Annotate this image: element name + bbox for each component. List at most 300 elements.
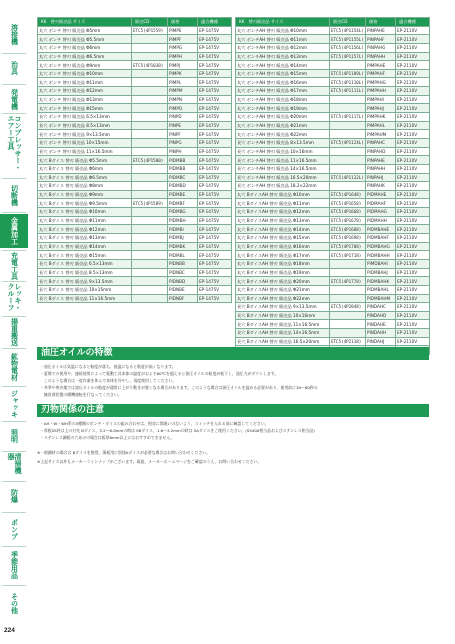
cell-name: 丸穴 Bダイス 替刃 販売品 Φ14mm [38,242,132,251]
cell-code: ETC5(4P1648) [330,190,366,199]
table-row [38,113,232,122]
oil-note-line: ・冬季や寒冷地では油圧オイルの粘度が通常に上がり動きが悪くなる場合があります。このような場合は油圧オイルを温める必要があり、使用前に30～60秒の [40,385,318,390]
cell-name: 丸穴 ボンチ 替刃 販売品 Φ9mm [38,61,132,70]
cell-model: PINPAHH [366,52,396,61]
cell-model: PIDMBK [168,242,198,251]
table-row [38,104,232,113]
cell-series: EP-2110V [396,164,430,173]
cell-series: EP-2110V [396,130,430,139]
cell-code [132,113,168,122]
cell-code: ETC5(4P1589) [132,199,168,208]
cell-series: EP-1475V [198,251,232,260]
cell-name: 丸穴 Bダイス 替刃 販売品 Φ13mm [38,234,132,243]
cell-model: PIMPAHH [366,87,396,96]
cell-series: EP-2110V [396,35,430,44]
cell-series: EP-2110V [396,156,430,165]
cell-code [330,121,366,130]
table-row [236,61,430,70]
sidebar-divider [2,178,26,179]
cell-code: ETC5(4P1580) [132,156,168,165]
sidebar-divider [2,451,26,452]
cell-name: 丸穴 ボンチAH 替刃 販売品 Φ18mm [236,95,330,104]
cell-code [132,130,168,139]
sidebar-tab[interactable]: コンプレッサー・エアー工具 [7,115,22,171]
cell-model: PIMPAHE [366,61,396,70]
oil-note-line: このような場合は一度作業を休んで本体を冷やし、再度使用してください。 [40,378,177,383]
sidebar-divider [2,84,26,85]
cell-model: PIMPAHJ [366,104,396,113]
table-row [236,199,430,208]
cell-series: EP-2110V [396,251,430,260]
cell-series: EP-2110V [396,303,430,312]
table-row [38,259,232,268]
cell-model: PINPD [168,113,198,122]
oil-note-line: ・夏場での使用や、連続使用によって電動工具本体の温度がおよそ60℃を超えると油圧オイルの粘度が低下し、油圧力がダウンします。 [40,371,279,376]
cell-name: 丸穴 ボンチ 替刃 販売品 Φ10mm [38,69,132,78]
cell-code [330,182,366,191]
cell-series: EP-2110V [396,104,430,113]
cell-series: EP-1475V [198,277,232,286]
cell-model: PINPAHE [366,156,396,165]
cell-model: PINPAHG [366,43,396,52]
cell-model: PIMPO [168,104,198,113]
cell-model: PINPF [168,130,198,139]
table-header-row [236,18,430,27]
cell-model: PIDMBH [168,216,198,225]
cell-code [132,294,168,303]
table-row [236,26,430,35]
cell-code [132,164,168,173]
cell-code: ETC5(4P2048) [330,303,366,312]
cell-code [330,164,366,173]
cell-series: EP-1475V [198,164,232,173]
cell-series: EP-2110V [396,208,430,217]
cell-name: 丸穴 Bダイス 替刃 販売品 Φ11mm [38,216,132,225]
cell-name: 丸穴 ボンチAH 替刃 販売品 Φ22mm [236,130,330,139]
cell-model: PINDAHE [366,320,396,329]
sidebar-tab[interactable]: 照明 [10,429,19,443]
table-row [236,156,430,165]
cell-series: EP-2110V [396,69,430,78]
cell-series: EP-1475V [198,113,232,122]
cell-name: 丸穴 BダイスAH 替刃 販売品 Φ21mm [236,285,330,294]
cell-name: 丸穴 ボンチ 替刃 販売品 Φ5mm [38,26,132,35]
cell-name: 丸穴 BダイスAH 替刃 販売品 Φ10mm [236,190,330,199]
table-row [38,138,232,147]
cell-series: EP-2110V [396,138,430,147]
cell-model: PIDMBI [168,225,198,234]
cell-series: EP-1475V [198,121,232,130]
cell-code [132,173,168,182]
cell-code: ETC5(4P1698) [330,234,366,243]
cell-model: PIMPAHG [366,78,396,87]
cell-code [330,311,366,320]
cell-name: 丸穴 ボンチ 替刃 販売品 Φ12mm [38,87,132,96]
cell-series: EP-2110V [396,216,430,225]
cell-name: 丸穴 ボンチAH 替刃 販売品 Φ11mm [236,35,330,44]
cell-series: EP-2110V [396,320,430,329]
sidebar-tab[interactable]: 鉱物電材 [10,353,19,381]
cell-series: EP-1475V [198,52,232,61]
sidebar-tab[interactable]: 溶接機 [10,23,19,45]
table-row [38,147,232,156]
cell-model: PIMPAHK [366,113,396,122]
table-row [38,285,232,294]
cell-series: EP-2110V [396,294,430,303]
sidebar-tab[interactable]: 揚重搬送 [10,318,19,346]
cell-model: PIDMBAHE [366,225,396,234]
table-row [236,320,430,329]
cell-code: ETC5(4P1658) [330,199,366,208]
cell-series: EP-2110V [396,329,430,338]
cell-name: 長穴 BダイスAH 替刃 販売品 16.5×20mm [236,337,330,346]
cell-model: PINDAHC [366,303,396,312]
cell-name: 長穴 BダイスAH 替刃 販売品 11×16.5mm [236,320,330,329]
cell-series: EP-1475V [198,242,232,251]
cell-name: 丸穴 ボンチ 替刃 販売品 Φ13mm [38,95,132,104]
table-row [38,242,232,251]
cell-series: EP-1475V [198,199,232,208]
table-row [236,216,430,225]
cell-name: 丸穴 ボンチAH 替刃 販売品 Φ10mm [236,26,330,35]
sidebar-tab[interactable]: 切断機 [10,184,19,206]
cell-code [330,147,366,156]
cell-series: EP-1475V [198,87,232,96]
cell-name: 丸穴 BダイスAH 替刃 販売品 Φ15mm [236,234,330,243]
cell-code [132,208,168,217]
table-row [38,121,232,130]
cell-name: 丸穴 ボンチAH 替刃 販売品 Φ15mm [236,69,330,78]
cell-code: ETC5(4P1154L) [331,27,364,33]
cell-model: PINPAHE [366,26,396,35]
cell-code [132,225,168,234]
cell-model: PIDMBAHK [366,277,396,286]
cell-code: ETC5(4P1117L) [331,114,364,120]
cell-name: 長穴 ボンチ 替刃 販売品 9×13.5mm [38,130,132,139]
cell-series: EP-2110V [396,259,430,268]
cell-series: EP-1475V [198,285,232,294]
cell-code: ETC5(4P1111L) [331,88,364,94]
cell-code [132,216,168,225]
sidebar-tab[interactable]: 防爆 [10,489,19,503]
table-row [236,164,430,173]
cell-model: PINDAHJ [366,337,396,346]
cell-model: PIDNBB [168,259,198,268]
cell-series: EP-1475V [198,61,232,70]
table-row [38,130,232,139]
cell-model: PIDMBAHL [366,285,396,294]
table-row [38,294,232,303]
cell-code [330,61,366,70]
cell-code [330,285,366,294]
cell-name: 長穴 ボンチAH 替刃 販売品 16.5×20mm [236,173,330,182]
cell-series: EP-1475V [198,147,232,156]
cell-code: ETC5(4P1109L) [331,71,364,77]
table-row [38,190,232,199]
cell-name: 丸穴 ボンチ 替刃 販売品 Φ15mm [38,104,132,113]
table-row [236,234,430,243]
cell-model: PINPE [168,121,198,130]
sidebar-tab[interactable]: ジャッキ [10,390,19,418]
table-row [38,234,232,243]
table-row [38,173,232,182]
cell-name: 丸穴 ボンチ 替刃 販売品 Φ6mm [38,43,132,52]
sidebar-tab[interactable]: ポンプ [10,518,19,540]
cell-name: 丸穴 BダイスAH 替刃 販売品 Φ12mm [236,208,330,217]
table-row [236,311,430,320]
table-row [236,87,430,96]
cell-series: EP-1475V [198,43,232,52]
cell-model: PINPAHC [366,138,396,147]
cell-series: EP-1475V [198,95,232,104]
cell-code [132,43,168,52]
table-row [38,52,232,61]
sidebar-divider [2,348,26,349]
cell-code [132,234,168,243]
cell-model: PINDAHH [366,329,396,338]
cell-name: 長穴 Bダイス 替刃 販売品 8.5×13mm [38,268,132,277]
cell-code [132,138,168,147]
cell-name: 長穴 ボンチAH 替刃 販売品 18.2×22mm [236,182,330,191]
sidebar-divider [2,585,26,586]
header-code: 販売CD [132,18,168,27]
cell-code: ETC5(4P1708) [330,242,366,251]
table-row [236,69,430,78]
cell-name: 丸穴 ボンチAH 替刃 販売品 Φ17mm [236,87,330,96]
table-row [236,242,430,251]
cell-series: EP-2110V [396,182,430,191]
cell-model: PIMPAHF [366,69,396,78]
sidebar-tab[interactable]: 清掃機器 [7,453,22,474]
table-row [236,43,430,52]
cell-name: 丸穴 BダイスAH 替刃 販売品 Φ14mm [236,225,330,234]
cell-series: EP-1475V [198,190,232,199]
cell-series: EP-2110V [396,225,430,234]
cell-name: 丸穴 ボンチAH 替刃 販売品 Φ16mm [236,78,330,87]
cell-model: PINPH [168,147,198,156]
cell-name: 丸穴 BダイスAH 替刃 販売品 Φ22mm [236,294,330,303]
table-row [236,95,430,104]
sidebar-divider [2,546,26,547]
cell-code [132,259,168,268]
table-row [38,35,232,44]
cell-model: PIDMAHH [366,216,396,225]
cell-code: ETC5(4P1157L) [331,53,364,59]
table-row [236,52,430,61]
table-row [236,303,430,312]
cell-model: PINPAHD [366,147,396,156]
cell-model: PIDMAHE [366,190,396,199]
table-row [38,225,232,234]
cell-name: 丸穴 ボンチ 替刃 販売品 Φ11mm [38,78,132,87]
table-header-row [38,18,232,27]
header-name: KK 替刃販売品 サイズ [38,18,132,27]
cell-model: PIMPL [168,78,198,87]
blade-section-title: 刃物関係の注意 [37,404,429,417]
category-sidebar [0,0,28,644]
cell-model: PIDMBB [168,164,198,173]
sidebar-divider [2,481,26,482]
cell-series: EP-1475V [198,156,232,165]
cell-code [132,268,168,277]
cell-name: 長穴 BダイスAH 替刃 販売品 10×16mm [236,311,330,320]
table-row [236,78,430,87]
cell-code [330,104,366,113]
cell-model: PIDMBAHM [366,294,396,303]
cell-series: EP-1475V [198,182,232,191]
cell-series: EP-2110V [396,78,430,87]
header-series: 適合機種 [198,18,232,27]
cell-code [330,268,366,277]
blade-note-line: ・厚板SS材は上の刃先 Bダイス、3.2～6.0mmの時は SBダイス、1.6～3.2mmの時は SAダイスをご使用ください。(SS400相当品およびステンレス相当品) [40,428,315,433]
cell-series: EP-2110V [396,121,430,130]
cell-series: EP-1475V [198,268,232,277]
cell-code [330,95,366,104]
cell-code: ETC5(4P1124L) [331,140,364,146]
sidebar-tab[interactable]: レッキ・クルーフ [7,283,22,311]
cell-name: 丸穴 Bダイス 替刃 販売品 Φ5.5mm [38,156,132,165]
cell-series: EP-1475V [198,104,232,113]
cell-series: EP-2110V [396,87,430,96]
cell-code: ETC5(4P1155L) [331,36,364,42]
cell-code: ETC5(4P1688) [330,225,366,234]
table-row [236,113,430,122]
cell-series: EP-2110V [396,277,430,286]
cell-code [132,69,168,78]
cell-code: ETC5(4P1718) [330,251,366,260]
cell-name: 長穴 ボンチ 替刃 販売品 10×15mm [38,138,132,147]
sidebar-tab[interactable]: 発電機 [10,88,19,110]
cell-series: EP-2110V [396,242,430,251]
table-row [236,225,430,234]
sidebar-divider [2,212,26,213]
cell-model: PIDNBD [168,277,198,286]
cell-code: ETC5(4P1110L) [331,79,364,85]
cell-model: PIDMBE [168,190,198,199]
cell-model: PIDMBAHF [366,234,396,243]
cell-model: PIDMBB [168,156,198,165]
cell-name: 丸穴 BダイスAH 替刃 販売品 Φ11mm [236,199,330,208]
sidebar-divider [2,250,26,251]
cell-name: 長穴 ボンチAH 替刃 販売品 10×16mm [236,147,330,156]
cell-model: PIDNBC [168,268,198,277]
cell-series: EP-1475V [198,225,232,234]
blade-table-left [37,17,232,303]
cell-name: 丸穴 ボンチ 替刃 販売品 Φ6.5mm [38,52,132,61]
sidebar-tab[interactable]: 治具 [10,61,19,75]
cell-name: 丸穴 ボンチAH 替刃 販売品 Φ14mm [236,61,330,70]
header-model: 価格 [168,18,198,27]
table-row [236,35,430,44]
cell-code [132,285,168,294]
cell-series: EP-2110V [396,234,430,243]
cell-model: PINPG [168,138,198,147]
table-row [236,121,430,130]
cell-name: 丸穴 Bダイス 替刃 販売品 Φ9mm [38,190,132,199]
sidebar-divider [2,512,26,513]
footer-note: ※一般鋼材の場合は Bダイスを推奨、薄板用に別途Aダイスが必要な場合はお問い合わせください。 [37,450,210,455]
cell-series: EP-2110V [396,285,430,294]
table-row [38,164,232,173]
cell-code: ETC5(4P2118) [330,337,366,346]
cell-code [132,104,168,113]
cell-name: 丸穴 BダイスAH 替刃 販売品 Φ16mm [236,242,330,251]
table-row [38,268,232,277]
cell-name: 長穴 ボンチAH 替刃 販売品 11×16.5mm [236,156,330,165]
cell-name: 長穴 Bダイス 替刃 販売品 10×15mm [38,285,132,294]
cell-model: PIDMBJ [168,234,198,243]
table-row [236,329,430,338]
cell-name: 丸穴 ボンチAH 替刃 販売品 Φ13mm [236,52,330,61]
cell-code [330,156,366,165]
header-series: 適合機種 [396,18,430,27]
table-row [236,337,430,346]
table-row [38,78,232,87]
table-row [38,199,232,208]
header-model: 価格 [366,18,396,27]
cell-series: EP-1475V [198,234,232,243]
table-row [38,95,232,104]
sidebar-tab[interactable]: 金属加工 [0,214,28,248]
cell-series: EP-1475V [198,78,232,87]
cell-model: PIDNBE [168,285,198,294]
table-row [38,251,232,260]
sidebar-tab[interactable]: その他 [10,592,19,614]
cell-series: EP-1475V [198,138,232,147]
table-row [38,156,232,165]
table-row [236,294,430,303]
sidebar-tab[interactable]: 充電工具 [10,252,19,280]
cell-name: 丸穴 ボンチAH 替刃 販売品 Φ19mm [236,104,330,113]
cell-code [330,320,366,329]
cell-series: EP-2110V [396,95,430,104]
table-row [38,43,232,52]
cell-code [330,329,366,338]
cell-name: 長穴 BダイスAH 替刃 販売品 14×16.5mm [236,329,330,338]
cell-series: EP-2110V [396,26,430,35]
table-row [236,208,430,217]
table-row [236,104,430,113]
cell-model: PIMPG [168,43,198,52]
sidebar-divider [2,53,26,54]
cell-name: 丸穴 Bダイス 替刃 販売品 Φ9.5mm [38,199,132,208]
sidebar-divider [2,316,26,317]
cell-model: PIDMBF [168,199,198,208]
cell-name: 丸穴 Bダイス 替刃 販売品 Φ6.5mm [38,173,132,182]
cell-name: 長穴 Bダイス 替刃 販売品 11×16.5mm [38,294,132,303]
table-row [38,277,232,286]
cell-code [132,78,168,87]
header-code: 販売CD [330,18,366,27]
cell-model: PIMPH [168,52,198,61]
cell-series: EP-1475V [198,130,232,139]
cell-series: EP-2110V [396,190,430,199]
cell-model: PINDAHD [366,311,396,320]
sidebar-tab[interactable]: 季節用品 [10,551,19,579]
cell-series: EP-2110V [396,173,430,182]
cell-code [132,95,168,104]
table-row [236,182,430,191]
cell-series: EP-1475V [198,259,232,268]
cell-name: 丸穴 BダイスAH 替刃 販売品 Φ19mm [236,268,330,277]
cell-model: PINPAHK [366,182,396,191]
cell-series: EP-1475V [198,294,232,303]
cell-name: 丸穴 Bダイス 替刃 販売品 Φ8mm [38,182,132,191]
cell-name: 丸穴 Bダイス 替刃 販売品 Φ12mm [38,225,132,234]
cell-name: 丸穴 ボンチ 替刃 販売品 Φ5.5mm [38,35,132,44]
cell-model: PIDMBAHH [366,251,396,260]
cell-model: PIMPAHL [366,121,396,130]
